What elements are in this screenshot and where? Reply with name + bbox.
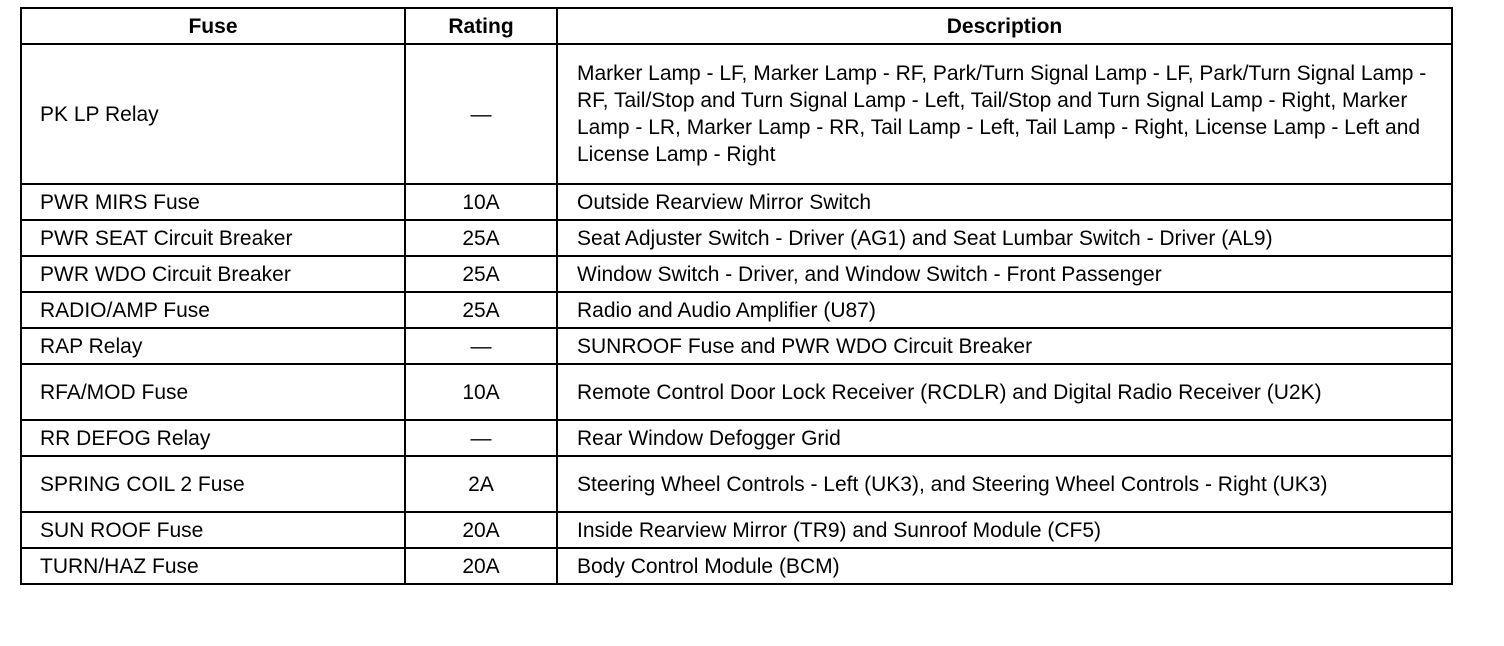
- rating-cell: 25A: [405, 256, 557, 292]
- rating-cell: 2A: [405, 456, 557, 512]
- table-row: [21, 548, 1452, 584]
- header-rating: Rating: [405, 8, 557, 44]
- description-cell: Steering Wheel Controls - Left (UK3), and Steering Wheel Controls - Right (UK3): [557, 456, 1452, 512]
- description-cell: Seat Adjuster Switch - Driver (AG1) and Seat Lumbar Switch - Driver (AL9): [557, 220, 1452, 256]
- description-cell: Inside Rearview Mirror (TR9) and Sunroof Module (CF5): [557, 512, 1452, 548]
- fuse-cell: SPRING COIL 2 Fuse: [21, 456, 405, 512]
- table-row: [21, 256, 1452, 292]
- table-row: [21, 328, 1452, 364]
- description-cell: Radio and Audio Amplifier (U87): [557, 292, 1452, 328]
- table-row: [21, 420, 1452, 456]
- description-cell: Marker Lamp - LF, Marker Lamp - RF, Park/Turn Signal Lamp - LF, Park/Turn Signal Lamp - RF, Tail/Stop and Turn Signal Lamp - Left, Tail/Stop and Turn Signal Lamp - Right, Marker Lamp - LR, Marker Lamp - RR, Tail Lamp - Left, Tail Lamp - Right, License Lamp - Left and License Lamp - Right: [557, 44, 1452, 184]
- rating-cell: 10A: [405, 364, 557, 420]
- rating-cell: 25A: [405, 292, 557, 328]
- header-description: Description: [557, 8, 1452, 44]
- fuse-cell: RR DEFOG Relay: [21, 420, 405, 456]
- table-header: [21, 8, 1452, 44]
- description-cell: Outside Rearview Mirror Switch: [557, 184, 1452, 220]
- fuse-cell: TURN/HAZ Fuse: [21, 548, 405, 584]
- fuse-cell: RAP Relay: [21, 328, 405, 364]
- rating-cell: 10A: [405, 184, 557, 220]
- fuse-cell: PWR MIRS Fuse: [21, 184, 405, 220]
- description-cell: SUNROOF Fuse and PWR WDO Circuit Breaker: [557, 328, 1452, 364]
- table-body: [21, 44, 1452, 584]
- table-row: [21, 220, 1452, 256]
- table-row: [21, 292, 1452, 328]
- rating-cell: 20A: [405, 548, 557, 584]
- rating-cell: 20A: [405, 512, 557, 548]
- table-row: [21, 44, 1452, 184]
- fuse-cell: RADIO/AMP Fuse: [21, 292, 405, 328]
- table-row: [21, 184, 1452, 220]
- description-cell: Window Switch - Driver, and Window Switch - Front Passenger: [557, 256, 1452, 292]
- fuse-cell: PWR SEAT Circuit Breaker: [21, 220, 405, 256]
- fuse-cell: PWR WDO Circuit Breaker: [21, 256, 405, 292]
- header-row: [21, 8, 1452, 44]
- header-fuse: Fuse: [21, 8, 405, 44]
- table-row: [21, 364, 1452, 420]
- fuse-table: [20, 7, 1453, 585]
- description-cell: Body Control Module (BCM): [557, 548, 1452, 584]
- fuse-cell: RFA/MOD Fuse: [21, 364, 405, 420]
- fuse-cell: PK LP Relay: [21, 44, 405, 184]
- table-row: [21, 456, 1452, 512]
- fuse-cell: SUN ROOF Fuse: [21, 512, 405, 548]
- rating-cell: —: [405, 420, 557, 456]
- table-row: [21, 512, 1452, 548]
- rating-cell: 25A: [405, 220, 557, 256]
- description-cell: Rear Window Defogger Grid: [557, 420, 1452, 456]
- rating-cell: —: [405, 328, 557, 364]
- rating-cell: —: [405, 44, 557, 184]
- description-cell: Remote Control Door Lock Receiver (RCDLR) and Digital Radio Receiver (U2K): [557, 364, 1452, 420]
